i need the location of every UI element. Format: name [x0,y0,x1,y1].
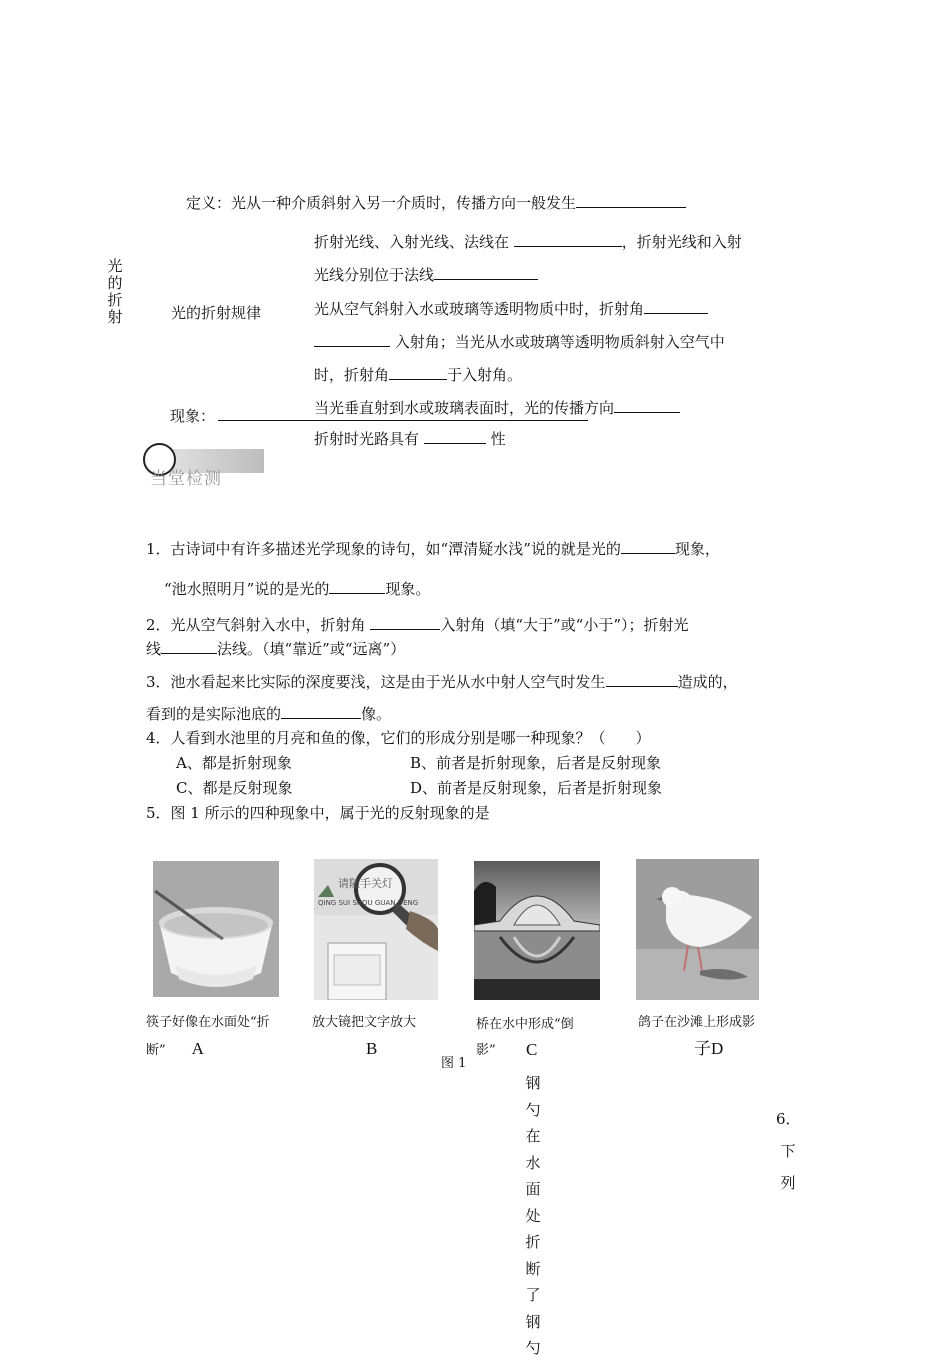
section-title: 当堂检测 [150,469,222,489]
blank [621,539,675,554]
overflow-char: 处 [525,1206,541,1225]
side-title-char: 折 [107,291,123,309]
question-2-line-2: 线 法线。（填“靠近”或“远离”） [146,640,406,658]
overflow-char: 在 [525,1127,541,1145]
question-6-vertical [776,1103,800,1199]
question-4-option-b: B、前者是折射现象，后者是反射现象 [410,754,662,772]
side-title [106,258,124,326]
question-1-line-2: “池水照明月”说的是光的 现象。 [164,580,431,598]
blank [161,639,217,654]
question-1-line-1: 1．古诗词中有许多描述光学现象的诗句，如“潭清疑水浅”说的就是光的 现象， [146,540,720,558]
photo-pigeon [636,859,759,1000]
overflow-char: 面 [525,1180,541,1198]
question-3-line-2: 看到的是实际池底的 像。 [146,705,392,723]
question-4-stem: 4．人看到水池里的月亮和鱼的像，它们的形成分别是哪一种现象？（ ） [146,729,651,747]
overflow-char: 了 [525,1286,541,1304]
blank [281,704,361,719]
question-5-stem: 5．图 1 所示的四种现象中，属于光的反射现象的是 [146,804,490,822]
overflow-char: 勺 [525,1100,541,1119]
law-line-1: 折射光线、入射光线、法线在 ，折射光线和入射 [314,233,742,251]
overflow-char: 断 [525,1259,541,1278]
caption-c: 桥在水中形成“倒 影” [476,1017,574,1058]
photo-bridge [474,861,600,1000]
photo-bowl [153,861,279,997]
law-line-3: 光从空气斜射入水或玻璃等透明物质中时，折射角 [314,298,708,319]
question-3-line-1: 3．池水看起来比实际的深度要浅，这是由于光从水中射人空气时发生 造成的， [146,673,738,691]
overflow-char: 折 [525,1233,541,1251]
blank [314,332,390,347]
overflow-char: 水 [525,1153,541,1172]
overflow-vertical-text [524,1070,542,1362]
caption-d: 鸽子在沙滩上形成影 子D [638,1010,755,1062]
phenomenon-label: 现象： [170,407,216,425]
blank [329,579,385,594]
blank [644,299,708,314]
letter-b: B [366,1039,378,1058]
question-6-char: 下 [780,1142,796,1160]
question-4-option-a: A、都是折射现象 [176,754,292,772]
overflow-char: 钢 [525,1074,541,1092]
blank [389,365,447,380]
law-line-2: 光线分别位于法线 [314,264,538,285]
letter-c: C [526,1040,538,1059]
question-4-option-c: C、都是反射现象 [176,779,293,797]
blank [434,265,538,280]
blank [606,672,678,687]
overflow-char: 勺 [525,1339,541,1357]
question-6-char: 列 [780,1174,796,1192]
overflow-char: 钢 [525,1312,541,1331]
law-line-4: 入射角；当光从水或玻璃等透明物质斜射入空气中 [314,331,725,352]
definition-line: 定义：光从一种介质斜射入另一介质时，传播方向一般发生 [186,192,686,213]
question-6-char: 6． [776,1110,801,1128]
figure-label: 图 1 [441,1056,467,1071]
law-label: 光的折射规律 [171,304,262,322]
blank [424,429,486,444]
question-4-option-d: D、前者是反射现象，后者是折射现象 [410,779,663,797]
blank [370,615,440,630]
law-line-6: 当光垂直射到水或玻璃表面时，光的传播方向 [314,397,680,418]
question-2-line-1: 2．光从空气斜射入水中，折射角 入射角（填“大于”或“小于”）；折射光 [146,616,689,634]
letter-a: A [191,1039,204,1058]
phenomenon-blank [218,420,588,421]
side-title-char: 的 [107,274,123,292]
law-line-5: 时，折射角 于入射角。 [314,366,523,384]
side-title-char: 光 [107,257,123,275]
letter-d: 子D [694,1039,724,1058]
sign-pinyin: QING SUI SHOU GUAN DENG [318,899,419,907]
side-title-char: 射 [107,308,123,326]
law-line-7: 折射时光路具有 性 [314,430,506,448]
sign-text: 请随手关灯 [338,877,393,890]
photo-magnifier [314,859,438,1000]
blank [576,193,686,208]
blank [614,398,680,413]
caption-b: 放大镜把文字放大 B [312,1010,416,1062]
blank [514,232,622,247]
caption-a: 筷子好像在水面处“折 断” A [146,1015,270,1058]
